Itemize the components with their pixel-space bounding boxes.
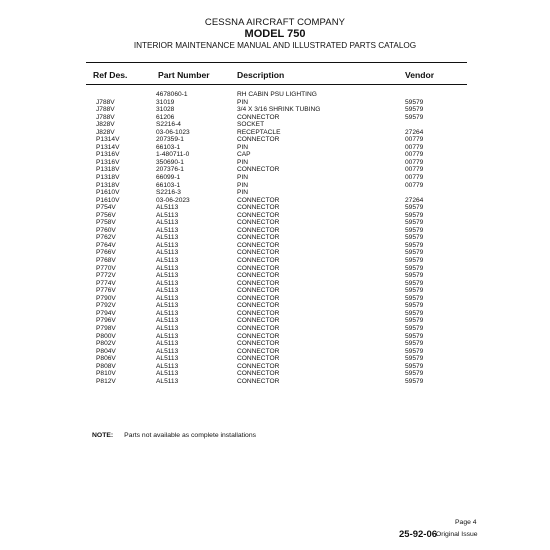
table-row [0,114,550,122]
vendor-cell: 59579 [405,106,424,114]
table-row [0,151,550,159]
vendor-cell: 00779 [405,143,424,151]
vendor-cell: 59579 [405,257,424,265]
table-row [0,189,550,197]
ref-cell: P770V [96,264,116,272]
table-row [0,227,550,235]
ref-cell: P804V [96,347,116,355]
ref-cell: P1316V [96,158,120,166]
vendor-cell: 59579 [405,249,424,257]
ref-cell: P758V [96,219,116,227]
column-header-part: Part Number [158,70,210,80]
vendor-cell: 00779 [405,136,424,144]
table-row [0,166,550,174]
issue-label: Original Issue [436,531,478,538]
table-row [0,370,550,378]
part-number-cell: 66103-1 [156,143,181,151]
part-number-cell: 61206 [156,113,175,121]
description-cell: CONNECTOR [237,324,280,332]
part-number-cell: AL5113 [156,234,179,242]
part-number-cell: 31028 [156,106,175,114]
ref-cell: J788V [96,106,115,114]
ref-cell: P812V [96,377,116,385]
vendor-cell: 59579 [405,234,424,242]
table-row [0,182,550,190]
part-number-cell: 31019 [156,98,175,106]
table-row [0,136,550,144]
description-cell: CONNECTOR [237,249,280,257]
description-cell: CONNECTOR [237,219,280,227]
part-number-cell: AL5113 [156,204,179,212]
description-cell: RECEPTACLE [237,128,281,136]
part-number-cell: AL5113 [156,241,179,249]
parts-table [0,91,550,385]
vendor-cell: 59579 [405,279,424,287]
description-cell: CONNECTOR [237,241,280,249]
description-cell: CONNECTOR [237,370,280,378]
column-header-vendor: Vendor [405,70,435,80]
page-header [0,17,550,51]
description-cell: CONNECTOR [237,294,280,302]
part-number-cell: AL5113 [156,211,179,219]
description-cell: PIN [237,174,248,182]
ref-cell: P764V [96,241,116,249]
table-row [0,287,550,295]
table-row [0,99,550,107]
description-cell: PIN [237,189,248,197]
vendor-cell: 59579 [405,272,424,280]
table-row [0,295,550,303]
vendor-cell: 59579 [405,302,424,310]
ref-cell: J828V [96,121,115,129]
company-name: CESSNA AIRCRAFT COMPANY [204,17,346,28]
part-number-cell: AL5113 [156,340,179,348]
description-cell: CONNECTOR [237,377,280,385]
vendor-cell: 59579 [405,362,424,370]
ref-cell: P762V [96,234,116,242]
table-row [0,333,550,341]
table-row [0,272,550,280]
description-cell: CONNECTOR [237,211,280,219]
ref-cell: J788V [96,113,115,121]
vendor-cell: 59579 [405,241,424,249]
table-row [0,129,550,137]
part-number-cell: AL5113 [156,287,179,295]
part-number-cell: 66103-1 [156,181,181,189]
vendor-cell: 59579 [405,211,424,219]
part-number-cell: 03-06-1023 [156,128,190,136]
description-cell: CONNECTOR [237,204,280,212]
part-number-cell: 207359-1 [156,136,184,144]
page-number: Page 4 [455,519,477,526]
ref-cell: P774V [96,279,116,287]
description-cell: CONNECTOR [237,279,280,287]
vendor-cell: 59579 [405,347,424,355]
part-number-cell: 207376-1 [156,166,184,174]
description-cell: PIN [237,98,248,106]
table-row [0,325,550,333]
part-number-cell: 03-06-2023 [156,196,190,204]
table-row [0,204,550,212]
ref-cell: P756V [96,211,116,219]
table-header-rule [86,84,467,85]
description-cell: PIN [237,143,248,151]
ref-cell: P796V [96,317,116,325]
vendor-cell: 59579 [405,204,424,212]
vendor-cell: 00779 [405,151,424,159]
part-number-cell: 66099-1 [156,174,181,182]
vendor-cell: 59579 [405,264,424,272]
table-row [0,91,550,99]
description-cell: CONNECTOR [237,257,280,265]
part-number-cell: AL5113 [156,249,179,257]
table-row [0,106,550,114]
note-label: NOTE: [92,432,114,439]
description-cell: CONNECTOR [237,196,280,204]
ref-cell: P754V [96,204,116,212]
ref-cell: P1314V [96,136,120,144]
table-row [0,234,550,242]
description-cell: CONNECTOR [237,166,280,174]
part-number-cell: AL5113 [156,377,179,385]
part-number-cell: AL5113 [156,355,179,363]
vendor-cell: 59579 [405,324,424,332]
table-row [0,280,550,288]
ref-cell: P792V [96,302,116,310]
part-number-cell: AL5113 [156,257,179,265]
ref-cell: P810V [96,370,116,378]
table-row [0,378,550,386]
ref-cell: P1318V [96,174,120,182]
vendor-cell: 00779 [405,158,424,166]
description-cell: CONNECTOR [237,287,280,295]
ref-cell: J828V [96,128,115,136]
description-cell: CONNECTOR [237,234,280,242]
part-number-cell: AL5113 [156,362,179,370]
vendor-cell: 59579 [405,226,424,234]
table-row [0,174,550,182]
section-number: 25-92-06 [399,529,438,540]
ref-cell: P800V [96,332,116,340]
vendor-cell: 00779 [405,166,424,174]
note [92,432,256,439]
part-number-cell: AL5113 [156,219,179,227]
ref-cell: P808V [96,362,116,370]
ref-cell: P776V [96,287,116,295]
table-row [0,197,550,205]
ref-cell: P760V [96,226,116,234]
part-number-cell: AL5113 [156,347,179,355]
description-cell: CONNECTOR [237,355,280,363]
vendor-cell: 27264 [405,128,424,136]
part-number-cell: 1-480711-0 [156,151,190,159]
part-number-cell: AL5113 [156,264,179,272]
part-number-cell: AL5113 [156,279,179,287]
part-number-cell: AL5113 [156,226,179,234]
part-number-cell: 4678060-1 [156,91,188,98]
ref-cell: P798V [96,324,116,332]
table-row [0,302,550,310]
description-cell: CONNECTOR [237,317,280,325]
description-cell: CONNECTOR [237,340,280,348]
table-row [0,340,550,348]
ref-cell: P768V [96,257,116,265]
column-header-description: Description [237,70,285,80]
vendor-cell: 59579 [405,287,424,295]
column-header-ref: Ref Des. [93,70,128,80]
table-row [0,310,550,318]
description-cell: CONNECTOR [237,136,280,144]
ref-cell: P802V [96,340,116,348]
manual-title: INTERIOR MAINTENANCE MANUAL AND ILLUSTRATED PARTS CATALOG [133,41,417,50]
ref-cell: P1318V [96,166,120,174]
part-number-cell: AL5113 [156,332,179,340]
note-text: Parts not available as complete installations [124,432,257,439]
description-cell: SOCKET [237,121,265,129]
table-row [0,265,550,273]
vendor-cell: 59579 [405,370,424,378]
ref-cell: P1610V [96,196,120,204]
part-number-cell: AL5113 [156,324,179,332]
table-row [0,121,550,129]
ref-cell: P1316V [96,151,120,159]
ref-cell: P772V [96,272,116,280]
vendor-cell: 59579 [405,113,424,121]
table-row [0,144,550,152]
part-number-cell: S2216-3 [156,189,181,197]
part-number-cell: 350690-1 [156,158,184,166]
description-cell: CONNECTOR [237,272,280,280]
description-cell: CONNECTOR [237,309,280,317]
table-row [0,249,550,257]
description-cell: CAP [237,151,251,159]
table-row [0,159,550,167]
description-cell: PIN [237,158,248,166]
table-row [0,355,550,363]
model-title: MODEL 750 [244,28,306,40]
part-number-cell: AL5113 [156,272,179,280]
description-cell: PIN [237,181,248,189]
ref-cell: P806V [96,355,116,363]
vendor-cell: 59579 [405,340,424,348]
ref-cell: P1314V [96,143,120,151]
table-row [0,317,550,325]
description-cell: CONNECTOR [237,264,280,272]
table-row [0,212,550,220]
ref-cell: P1318V [96,181,120,189]
description-cell: 3/4 X 3/16 SHRINK TUBING [237,106,321,114]
ref-cell: P766V [96,249,116,257]
vendor-cell: 59579 [405,309,424,317]
ref-cell: J788V [96,98,115,106]
vendor-cell: 59579 [405,332,424,340]
vendor-cell: 27264 [405,196,424,204]
part-number-cell: AL5113 [156,294,179,302]
part-number-cell: AL5113 [156,309,179,317]
table-row [0,242,550,250]
ref-cell: P1610V [96,189,120,197]
vendor-cell: 59579 [405,219,424,227]
vendor-cell: 00779 [405,174,424,182]
table-row [0,219,550,227]
table-row [0,348,550,356]
vendor-cell: 59579 [405,98,424,106]
vendor-cell: 00779 [405,181,424,189]
part-number-cell: AL5113 [156,317,179,325]
table-row [0,363,550,371]
description-cell: CONNECTOR [237,113,280,121]
table-top-rule [86,62,467,63]
part-number-cell: AL5113 [156,370,179,378]
ref-cell: P794V [96,309,116,317]
description-cell: CONNECTOR [237,332,280,340]
vendor-cell: 59579 [405,377,424,385]
description-cell: CONNECTOR [237,226,280,234]
description-cell: CONNECTOR [237,362,280,370]
vendor-cell: 59579 [405,294,424,302]
part-number-cell: S2216-4 [156,121,181,129]
vendor-cell: 59579 [405,355,424,363]
table-row [0,257,550,265]
ref-cell: P790V [96,294,116,302]
description-cell: CONNECTOR [237,347,280,355]
description-cell: CONNECTOR [237,302,280,310]
vendor-cell: 59579 [405,317,424,325]
part-number-cell: AL5113 [156,302,179,310]
description-cell: RH CABIN PSU LIGHTING [237,91,317,98]
